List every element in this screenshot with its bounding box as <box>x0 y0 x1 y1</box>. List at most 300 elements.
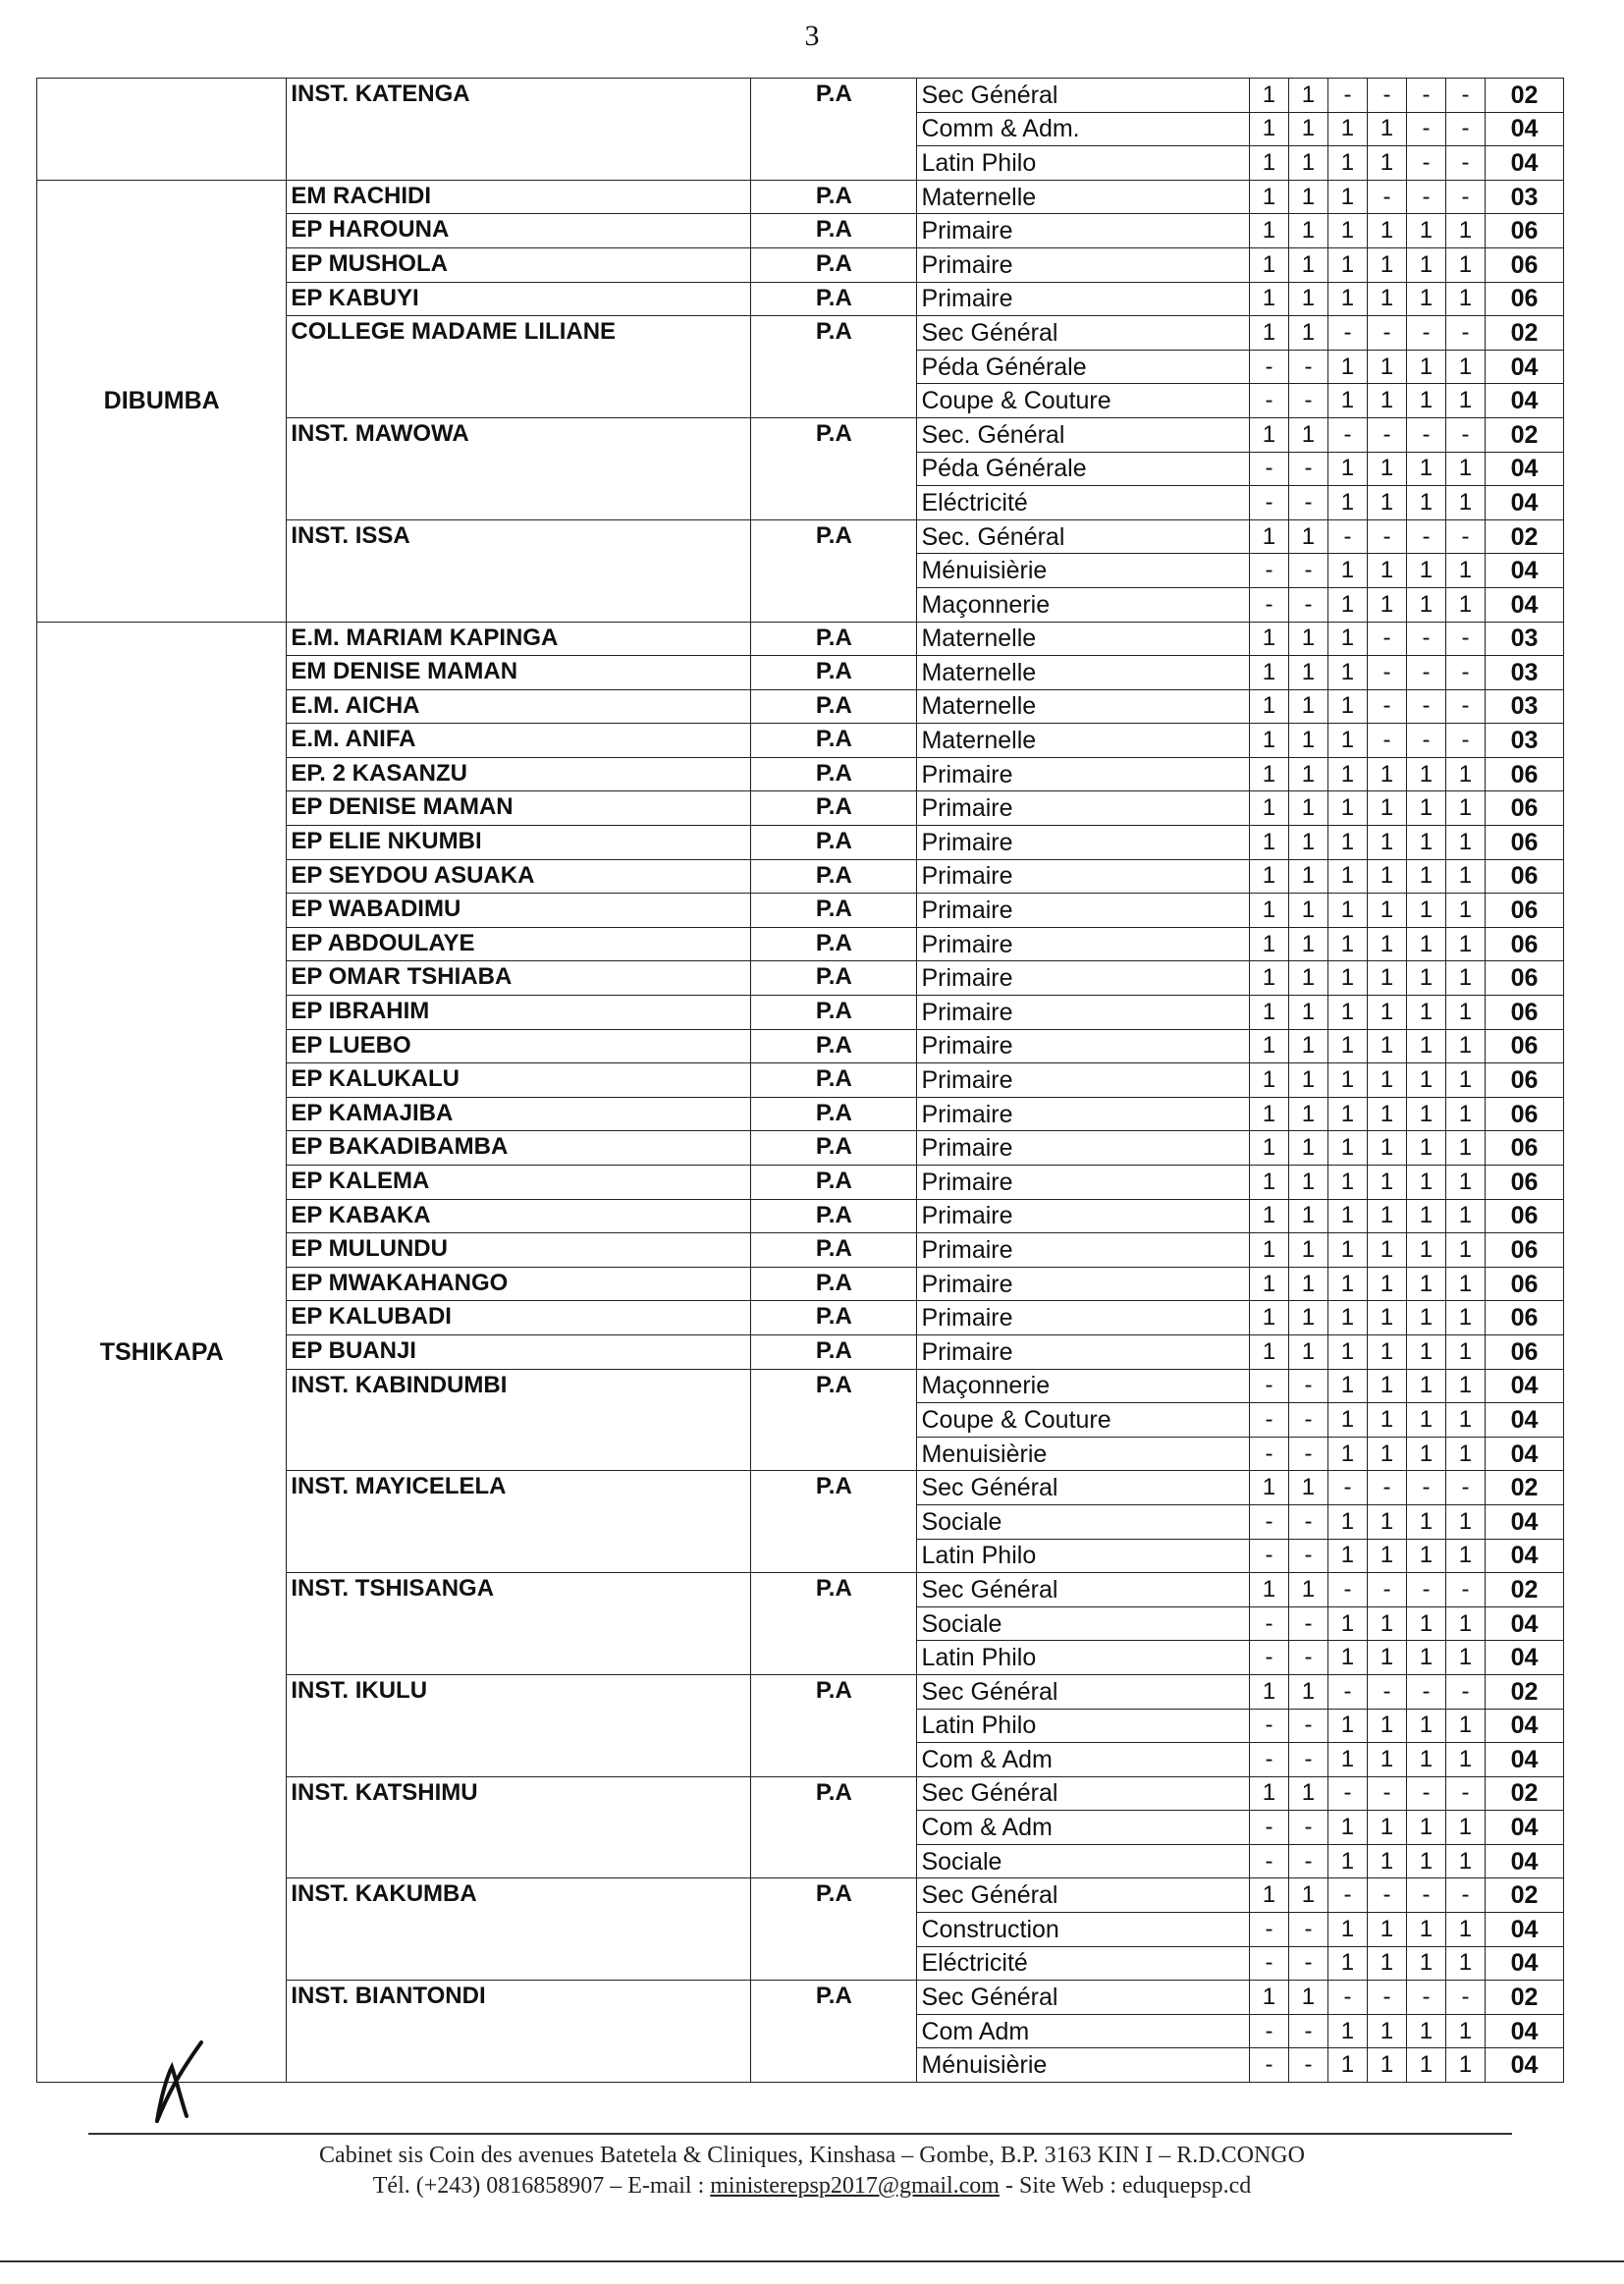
regime-cell: P.A <box>751 1573 917 1675</box>
regime-cell: P.A <box>751 1063 917 1098</box>
total-cell: 06 <box>1485 996 1563 1030</box>
class-count-cell: 1 <box>1288 1199 1327 1233</box>
regime-cell: P.A <box>751 894 917 928</box>
total-cell: 04 <box>1485 1913 1563 1947</box>
class-count-cell: - <box>1327 1981 1367 2015</box>
school-name: EP BUANJI <box>287 1334 751 1369</box>
class-count-cell: 1 <box>1367 1641 1406 1675</box>
school-name: E.M. ANIFA <box>287 724 751 758</box>
class-count-cell: 1 <box>1249 1471 1288 1505</box>
class-count-cell: 1 <box>1406 247 1445 282</box>
class-count-cell: - <box>1327 1573 1367 1607</box>
class-count-cell: - <box>1288 486 1327 520</box>
option-name: Primaire <box>917 1097 1249 1131</box>
class-count-cell: 1 <box>1249 996 1288 1030</box>
class-count-cell: 1 <box>1288 417 1327 452</box>
class-count-cell: 1 <box>1327 724 1367 758</box>
class-count-cell: 1 <box>1445 927 1485 961</box>
class-count-cell: 1 <box>1327 1709 1367 1743</box>
total-cell: 04 <box>1485 1709 1563 1743</box>
class-count-cell: - <box>1406 689 1445 724</box>
school-name: INST. MAWOWA <box>287 417 751 519</box>
class-count-cell: - <box>1249 1606 1288 1641</box>
class-count-cell: 1 <box>1445 1913 1485 1947</box>
regime-cell: P.A <box>751 961 917 996</box>
class-count-cell: 1 <box>1445 996 1485 1030</box>
class-count-cell: - <box>1367 1776 1406 1811</box>
class-count-cell: 1 <box>1445 350 1485 384</box>
class-count-cell: - <box>1327 1674 1367 1709</box>
class-count-cell: - <box>1445 689 1485 724</box>
class-count-cell: 1 <box>1367 1709 1406 1743</box>
total-cell: 04 <box>1485 452 1563 486</box>
class-count-cell: 1 <box>1445 757 1485 791</box>
school-name: E.M. AICHA <box>287 689 751 724</box>
class-count-cell: 1 <box>1445 1334 1485 1369</box>
class-count-cell: 1 <box>1249 1878 1288 1913</box>
class-count-cell: 1 <box>1367 1029 1406 1063</box>
class-count-cell: - <box>1288 1606 1327 1641</box>
regime-cell: P.A <box>751 79 917 181</box>
class-count-cell: 1 <box>1445 1301 1485 1335</box>
option-name: Péda Générale <box>917 452 1249 486</box>
class-count-cell: 1 <box>1367 1166 1406 1200</box>
option-name: Maternelle <box>917 656 1249 690</box>
footer-email-link[interactable]: ministerepsp2017@gmail.com <box>710 2173 1000 2199</box>
class-count-cell: 1 <box>1367 1267 1406 1301</box>
option-name: Primaire <box>917 826 1249 860</box>
class-count-cell: 1 <box>1367 894 1406 928</box>
class-count-cell: - <box>1288 1709 1327 1743</box>
regime-cell: P.A <box>751 791 917 826</box>
total-cell: 03 <box>1485 622 1563 656</box>
class-count-cell: - <box>1367 656 1406 690</box>
class-count-cell: - <box>1249 1913 1288 1947</box>
option-name: Maternelle <box>917 180 1249 214</box>
class-count-cell: 1 <box>1406 1029 1445 1063</box>
class-count-cell: - <box>1406 146 1445 181</box>
total-cell: 06 <box>1485 757 1563 791</box>
class-count-cell: 1 <box>1249 1029 1288 1063</box>
total-cell: 04 <box>1485 1504 1563 1539</box>
option-name: Sec Général <box>917 1776 1249 1811</box>
class-count-cell: 1 <box>1406 1267 1445 1301</box>
class-count-cell: 1 <box>1288 961 1327 996</box>
option-name: Maternelle <box>917 622 1249 656</box>
class-count-cell: 1 <box>1367 1063 1406 1098</box>
option-name: Maternelle <box>917 689 1249 724</box>
class-count-cell: 1 <box>1406 1641 1445 1675</box>
total-cell: 02 <box>1485 1878 1563 1913</box>
class-count-cell: 1 <box>1367 1233 1406 1268</box>
option-name: Primaire <box>917 1301 1249 1335</box>
total-cell: 04 <box>1485 1844 1563 1878</box>
class-count-cell: 1 <box>1249 1097 1288 1131</box>
class-count-cell: 1 <box>1445 587 1485 622</box>
school-name: EP SEYDOU ASUAKA <box>287 859 751 894</box>
class-count-cell: 1 <box>1445 1743 1485 1777</box>
class-count-cell: - <box>1406 79 1445 113</box>
class-count-cell: - <box>1445 656 1485 690</box>
class-count-cell: - <box>1445 79 1485 113</box>
school-name: COLLEGE MADAME LILIANE <box>287 316 751 418</box>
option-name: Sec. Général <box>917 519 1249 554</box>
class-count-cell: 1 <box>1406 1097 1445 1131</box>
class-count-cell: 1 <box>1406 2048 1445 2083</box>
class-count-cell: 1 <box>1445 1063 1485 1098</box>
class-count-cell: 1 <box>1249 1334 1288 1369</box>
total-cell: 02 <box>1485 519 1563 554</box>
regime-cell: P.A <box>751 1166 917 1200</box>
class-count-cell: 1 <box>1367 247 1406 282</box>
total-cell: 06 <box>1485 961 1563 996</box>
class-count-cell: - <box>1445 1981 1485 2015</box>
class-count-cell: 1 <box>1327 1301 1367 1335</box>
class-count-cell: 1 <box>1406 1063 1445 1098</box>
class-count-cell: 1 <box>1288 996 1327 1030</box>
class-count-cell: 1 <box>1406 554 1445 588</box>
class-count-cell: 1 <box>1327 1097 1367 1131</box>
class-count-cell: 1 <box>1406 1131 1445 1166</box>
footer-tel: Tél. (+243) 0816858907 – E-mail : <box>372 2173 711 2199</box>
total-cell: 04 <box>1485 1539 1563 1573</box>
regime-cell: P.A <box>751 656 917 690</box>
total-cell: 04 <box>1485 112 1563 146</box>
class-count-cell: 1 <box>1249 1063 1288 1098</box>
total-cell: 06 <box>1485 247 1563 282</box>
option-name: Primaire <box>917 1334 1249 1369</box>
class-count-cell: 1 <box>1327 1743 1367 1777</box>
class-count-cell: 1 <box>1445 1166 1485 1200</box>
class-count-cell: 1 <box>1367 1844 1406 1878</box>
location-cell: TSHIKAPA <box>37 622 287 2083</box>
class-count-cell: - <box>1288 1913 1327 1947</box>
class-count-cell: 1 <box>1249 1199 1288 1233</box>
class-count-cell: 1 <box>1406 1301 1445 1335</box>
regime-cell: P.A <box>751 1233 917 1268</box>
class-count-cell: - <box>1249 1946 1288 1981</box>
option-name: Primaire <box>917 247 1249 282</box>
regime-cell: P.A <box>751 724 917 758</box>
class-count-cell: 1 <box>1406 961 1445 996</box>
class-count-cell: 1 <box>1327 859 1367 894</box>
regime-cell: P.A <box>751 927 917 961</box>
class-count-cell: 1 <box>1327 1606 1367 1641</box>
class-count-cell: 1 <box>1249 1233 1288 1268</box>
regime-cell: P.A <box>751 1776 917 1878</box>
total-cell: 03 <box>1485 656 1563 690</box>
option-name: Sociale <box>917 1844 1249 1878</box>
class-count-cell: 1 <box>1406 927 1445 961</box>
class-count-cell: 1 <box>1327 1334 1367 1369</box>
total-cell: 04 <box>1485 1437 1563 1471</box>
class-count-cell: - <box>1445 1674 1485 1709</box>
class-count-cell: 1 <box>1406 452 1445 486</box>
class-count-cell: 1 <box>1249 282 1288 316</box>
class-count-cell: 1 <box>1327 1166 1367 1200</box>
class-count-cell: 1 <box>1406 1743 1445 1777</box>
school-name: E.M. MARIAM KAPINGA <box>287 622 751 656</box>
class-count-cell: 1 <box>1445 859 1485 894</box>
class-count-cell: 1 <box>1327 1913 1367 1947</box>
total-cell: 06 <box>1485 282 1563 316</box>
class-count-cell: - <box>1327 417 1367 452</box>
regime-cell: P.A <box>751 622 917 656</box>
school-name: EM DENISE MAMAN <box>287 656 751 690</box>
class-count-cell: - <box>1367 1471 1406 1505</box>
class-count-cell: 1 <box>1249 417 1288 452</box>
class-count-cell: 1 <box>1327 282 1367 316</box>
total-cell: 06 <box>1485 1267 1563 1301</box>
class-count-cell: 1 <box>1367 1369 1406 1403</box>
class-count-cell: - <box>1445 519 1485 554</box>
schools-table <box>36 78 1564 2083</box>
option-name: Sec Général <box>917 1573 1249 1607</box>
class-count-cell: 1 <box>1445 1199 1485 1233</box>
class-count-cell: 1 <box>1249 316 1288 351</box>
class-count-cell: 1 <box>1249 724 1288 758</box>
option-name: Maçonnerie <box>917 1369 1249 1403</box>
class-count-cell: - <box>1288 1641 1327 1675</box>
class-count-cell: - <box>1249 1369 1288 1403</box>
class-count-cell: 1 <box>1445 2048 1485 2083</box>
class-count-cell: 1 <box>1327 927 1367 961</box>
class-count-cell: - <box>1445 622 1485 656</box>
class-count-cell: 1 <box>1327 1844 1367 1878</box>
option-name: Primaire <box>917 214 1249 248</box>
class-count-cell: 1 <box>1367 1913 1406 1947</box>
class-count-cell: 1 <box>1367 1403 1406 1438</box>
option-name: Latin Philo <box>917 146 1249 181</box>
class-count-cell: 1 <box>1445 1606 1485 1641</box>
class-count-cell: 1 <box>1327 1199 1367 1233</box>
regime-cell: P.A <box>751 214 917 248</box>
class-count-cell: 1 <box>1327 996 1367 1030</box>
regime-cell: P.A <box>751 282 917 316</box>
class-count-cell: 1 <box>1406 1199 1445 1233</box>
class-count-cell: 1 <box>1327 1131 1367 1166</box>
class-count-cell: - <box>1288 2048 1327 2083</box>
school-name: INST. KAKUMBA <box>287 1878 751 1981</box>
option-name: Sec Général <box>917 79 1249 113</box>
class-count-cell: 1 <box>1406 1369 1445 1403</box>
class-count-cell: 1 <box>1367 826 1406 860</box>
total-cell: 06 <box>1485 826 1563 860</box>
class-count-cell: 1 <box>1367 1334 1406 1369</box>
school-name: EP IBRAHIM <box>287 996 751 1030</box>
class-count-cell: 1 <box>1327 1437 1367 1471</box>
class-count-cell: 1 <box>1288 1776 1327 1811</box>
class-count-cell: - <box>1249 452 1288 486</box>
class-count-cell: 1 <box>1367 1811 1406 1845</box>
option-name: Coupe & Couture <box>917 384 1249 418</box>
school-name: EP MUSHOLA <box>287 247 751 282</box>
option-name: Primaire <box>917 1166 1249 1200</box>
option-name: Sociale <box>917 1504 1249 1539</box>
class-count-cell: 1 <box>1367 384 1406 418</box>
location-cell: DIBUMBA <box>37 180 287 622</box>
class-count-cell: 1 <box>1367 1131 1406 1166</box>
class-count-cell: 1 <box>1288 1131 1327 1166</box>
option-name: Com Adm <box>917 2014 1249 2048</box>
class-count-cell: 1 <box>1249 180 1288 214</box>
school-name: INST. KABINDUMBI <box>287 1369 751 1471</box>
class-count-cell: - <box>1288 1369 1327 1403</box>
class-count-cell: - <box>1445 180 1485 214</box>
class-count-cell: 1 <box>1406 587 1445 622</box>
class-count-cell: 1 <box>1288 282 1327 316</box>
total-cell: 06 <box>1485 1301 1563 1335</box>
class-count-cell: 1 <box>1249 689 1288 724</box>
class-count-cell: 1 <box>1288 1981 1327 2015</box>
class-count-cell: 1 <box>1249 826 1288 860</box>
class-count-cell: 1 <box>1249 1674 1288 1709</box>
class-count-cell: - <box>1249 587 1288 622</box>
total-cell: 06 <box>1485 1334 1563 1369</box>
class-count-cell: - <box>1288 1437 1327 1471</box>
school-name: EP KALEMA <box>287 1166 751 1200</box>
class-count-cell: - <box>1249 554 1288 588</box>
school-name: EP MWAKAHANGO <box>287 1267 751 1301</box>
option-name: Com & Adm <box>917 1743 1249 1777</box>
class-count-cell: - <box>1367 1878 1406 1913</box>
option-name: Latin Philo <box>917 1641 1249 1675</box>
class-count-cell: 1 <box>1288 724 1327 758</box>
option-name: Primaire <box>917 791 1249 826</box>
class-count-cell: - <box>1288 350 1327 384</box>
class-count-cell: 1 <box>1288 1063 1327 1098</box>
total-cell: 04 <box>1485 554 1563 588</box>
class-count-cell: 1 <box>1367 1199 1406 1233</box>
class-count-cell: 1 <box>1288 791 1327 826</box>
class-count-cell: - <box>1445 724 1485 758</box>
class-count-cell: - <box>1445 1878 1485 1913</box>
class-count-cell: - <box>1327 519 1367 554</box>
class-count-cell: 1 <box>1249 656 1288 690</box>
class-count-cell: - <box>1327 79 1367 113</box>
total-cell: 06 <box>1485 859 1563 894</box>
total-cell: 02 <box>1485 1471 1563 1505</box>
class-count-cell: 1 <box>1327 1539 1367 1573</box>
class-count-cell: - <box>1367 689 1406 724</box>
regime-cell: P.A <box>751 1029 917 1063</box>
school-name: EP LUEBO <box>287 1029 751 1063</box>
total-cell: 03 <box>1485 180 1563 214</box>
total-cell: 02 <box>1485 1573 1563 1607</box>
class-count-cell: 1 <box>1367 1097 1406 1131</box>
class-count-cell: 1 <box>1406 486 1445 520</box>
table-row <box>37 622 1564 656</box>
page-bottom-rule <box>0 2260 1624 2262</box>
table-body <box>37 79 1564 2083</box>
class-count-cell: 1 <box>1406 1233 1445 1268</box>
class-count-cell: 1 <box>1367 112 1406 146</box>
school-name: EP DENISE MAMAN <box>287 791 751 826</box>
class-count-cell: 1 <box>1327 1811 1367 1845</box>
class-count-cell: 1 <box>1406 1709 1445 1743</box>
total-cell: 04 <box>1485 1606 1563 1641</box>
class-count-cell: - <box>1445 146 1485 181</box>
class-count-cell: - <box>1367 519 1406 554</box>
total-cell: 06 <box>1485 1063 1563 1098</box>
class-count-cell: 1 <box>1327 622 1367 656</box>
class-count-cell: 1 <box>1406 2014 1445 2048</box>
class-count-cell: 1 <box>1406 1539 1445 1573</box>
class-count-cell: 1 <box>1288 112 1327 146</box>
class-count-cell: 1 <box>1406 1946 1445 1981</box>
class-count-cell: 1 <box>1249 961 1288 996</box>
class-count-cell: 1 <box>1367 1504 1406 1539</box>
total-cell: 04 <box>1485 587 1563 622</box>
class-count-cell: - <box>1367 316 1406 351</box>
footer <box>0 2141 1624 2202</box>
class-count-cell: 1 <box>1445 1267 1485 1301</box>
school-name: EP MULUNDU <box>287 1233 751 1268</box>
class-count-cell: - <box>1249 1403 1288 1438</box>
class-count-cell: 1 <box>1327 1029 1367 1063</box>
total-cell: 06 <box>1485 1233 1563 1268</box>
total-cell: 04 <box>1485 350 1563 384</box>
class-count-cell: 1 <box>1445 1641 1485 1675</box>
class-count-cell: - <box>1249 1641 1288 1675</box>
class-count-cell: 1 <box>1367 791 1406 826</box>
class-count-cell: 1 <box>1367 1437 1406 1471</box>
school-name: EP BAKADIBAMBA <box>287 1131 751 1166</box>
class-count-cell: - <box>1288 1844 1327 1878</box>
option-name: Primaire <box>917 1029 1249 1063</box>
total-cell: 06 <box>1485 791 1563 826</box>
regime-cell: P.A <box>751 1369 917 1471</box>
class-count-cell: 1 <box>1406 1606 1445 1641</box>
class-count-cell: 1 <box>1288 214 1327 248</box>
school-name: INST. IKULU <box>287 1674 751 1776</box>
class-count-cell: 1 <box>1327 146 1367 181</box>
class-count-cell: 1 <box>1367 757 1406 791</box>
class-count-cell: 1 <box>1367 282 1406 316</box>
total-cell: 06 <box>1485 1097 1563 1131</box>
class-count-cell: 1 <box>1445 1233 1485 1268</box>
class-count-cell: - <box>1288 452 1327 486</box>
option-name: Primaire <box>917 927 1249 961</box>
option-name: Ménuisièrie <box>917 554 1249 588</box>
class-count-cell: 1 <box>1288 927 1327 961</box>
class-count-cell: - <box>1445 417 1485 452</box>
signature-mark <box>147 2038 216 2126</box>
class-count-cell: 1 <box>1367 452 1406 486</box>
class-count-cell: 1 <box>1367 996 1406 1030</box>
footer-site: - Site Web : eduquepsp.cd <box>999 2173 1252 2199</box>
class-count-cell: 1 <box>1367 587 1406 622</box>
class-count-cell: - <box>1406 519 1445 554</box>
class-count-cell: 1 <box>1327 826 1367 860</box>
class-count-cell: - <box>1327 1878 1367 1913</box>
total-cell: 02 <box>1485 1776 1563 1811</box>
class-count-cell: - <box>1367 622 1406 656</box>
class-count-cell: 1 <box>1327 384 1367 418</box>
option-name: Maçonnerie <box>917 587 1249 622</box>
class-count-cell: - <box>1406 1878 1445 1913</box>
regime-cell: P.A <box>751 316 917 418</box>
class-count-cell: 1 <box>1249 214 1288 248</box>
class-count-cell: 1 <box>1367 1946 1406 1981</box>
class-count-cell: - <box>1406 316 1445 351</box>
class-count-cell: 1 <box>1288 1029 1327 1063</box>
class-count-cell: 1 <box>1445 554 1485 588</box>
class-count-cell: 1 <box>1327 1267 1367 1301</box>
option-name: Primaire <box>917 757 1249 791</box>
regime-cell: P.A <box>751 826 917 860</box>
school-name: EP ELIE NKUMBI <box>287 826 751 860</box>
